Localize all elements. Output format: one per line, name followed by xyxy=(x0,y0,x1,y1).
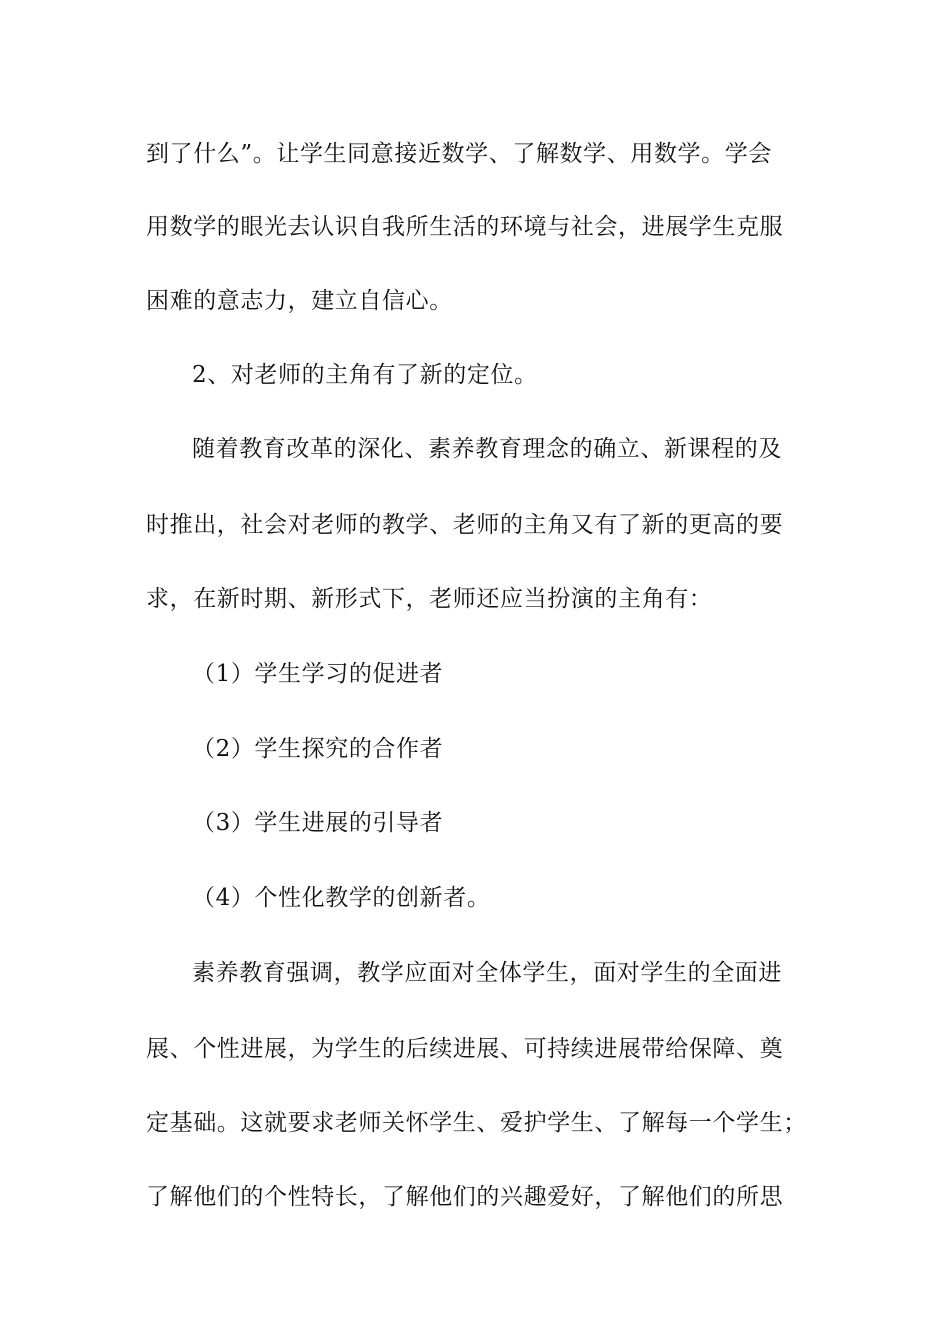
list-item: （2）学生探究的合作者 xyxy=(192,736,444,762)
body-text-line: 定基础。这就要求老师关怀学生、爱护学生、了解每一个学生； xyxy=(146,1110,807,1136)
section-heading: 2、对老师的主角有了新的定位。 xyxy=(192,362,538,388)
body-text-line: 求，在新时期、新形式下，老师还应当扮演的主角有： xyxy=(146,586,713,612)
body-text-line: 困难的意志力，建立自信心。 xyxy=(146,288,453,314)
list-item: （4）个性化教学的创新者。 xyxy=(192,885,491,911)
body-text-line: 展、个性进展，为学生的后续进展、可持续进展带给保障、奠 xyxy=(146,1036,784,1062)
body-text-line: 用数学的眼光去认识自我所生活的环境与社会，进展学生克服 xyxy=(146,214,784,240)
body-text-line: 了解他们的个性特长，了解他们的兴趣爱好，了解他们的所思 xyxy=(146,1184,784,1210)
body-text-line: 到了什么”。让学生同意接近数学、了解数学、用数学。学会 xyxy=(146,141,772,167)
body-text-line: 时推出，社会对老师的教学、老师的主角又有了新的更高的要 xyxy=(146,512,784,538)
list-item: （3）学生进展的引导者 xyxy=(192,810,444,836)
list-item: （1）学生学习的促进者 xyxy=(192,661,444,687)
paragraph-first-line: 随着教育改革的深化、素养教育理念的确立、新课程的及 xyxy=(192,436,782,462)
paragraph-first-line: 素养教育强调，教学应面对全体学生，面对学生的全面进 xyxy=(192,960,782,986)
